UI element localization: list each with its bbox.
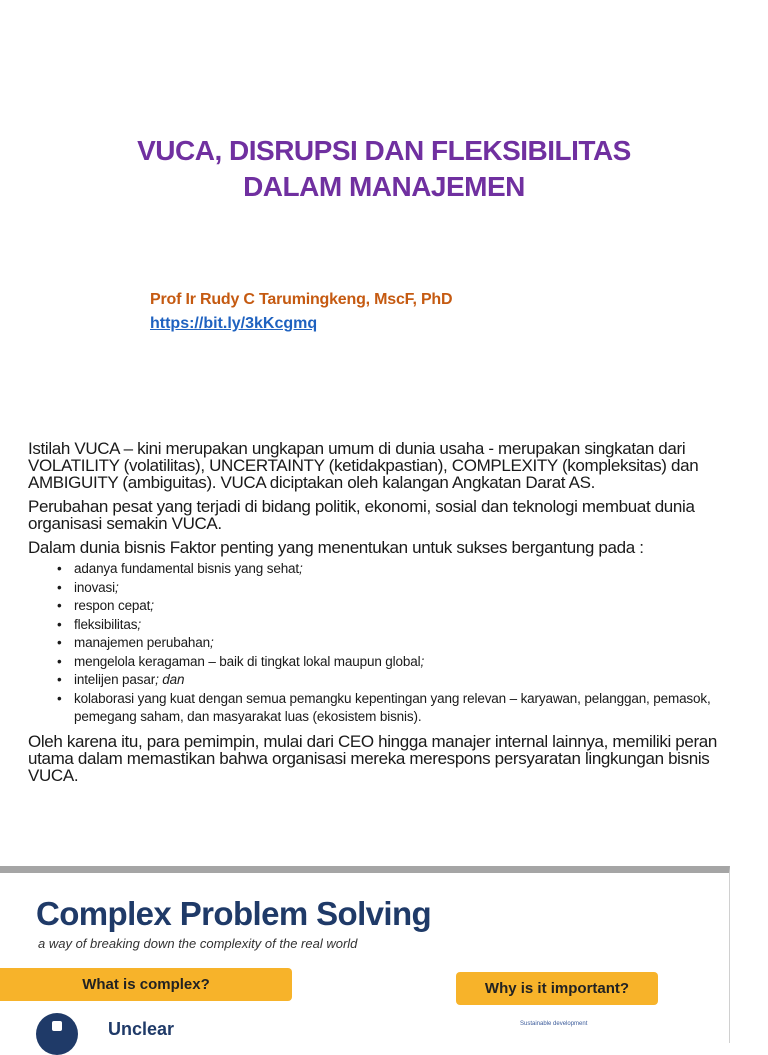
list-item: • intelijen pasar; dan <box>74 671 758 690</box>
article-body <box>28 440 758 791</box>
list-item: • inovasi; <box>74 579 758 598</box>
paragraph-1: Istilah VUCA – kini merupakan ungkapan umum di dunia usaha - merupakan singkatan dari VOLATILITY (volatilitas), UNCERTAINTY (ketidakpastian), COMPLEXITY (kompleksitas) dan AMBIGUITY (ambiguitas). VUCA diciptakan oleh kalangan Angkatan Darat AS. <box>28 439 699 492</box>
list-item: • kolaborasi yang kuat dengan semua pemangku kepentingan yang relevan – karyawan, pelanggan, pemasok, pemegang saham, dan masyarakat luas (ekosistem bisnis). <box>74 690 758 727</box>
author-name: Prof Ir Rudy C Tarumingkeng, MscF, PhD <box>150 291 453 308</box>
list-item: • respon cepat; <box>74 597 758 616</box>
paragraph-3: Dalam dunia bisnis Faktor penting yang menentukan untuk sukses bergantung pada : <box>28 538 644 557</box>
list-item: • adanya fundamental bisnis yang sehat; <box>74 560 758 579</box>
paragraph-2: Perubahan pesat yang terjadi di bidang politik, ekonomi, sosial dan teknologi membuat dunia organisasi semakin VUCA. <box>28 497 695 533</box>
document-icon <box>36 1013 78 1055</box>
list-item: • manajemen perubahan; <box>74 634 758 653</box>
slide-subtitle: a way of breaking down the complexity of the real world <box>38 936 358 951</box>
embedded-slide <box>0 866 730 1043</box>
slide-title: Complex Problem Solving <box>36 895 432 932</box>
title-line-2: DALAM MANAJEMEN <box>243 171 525 202</box>
short-link[interactable]: https://bit.ly/3kKcgmq <box>150 315 318 332</box>
paragraph-4: Oleh karena itu, para pemimpin, mulai dari CEO hingga manajer internal lainnya, memiliki peran utama dalam memastikan bahwa organisasi mereka merespons persyaratan lingkungan bisnis VUCA. <box>28 731 718 785</box>
title-line-1: VUCA, DISRUPSI DAN FLEKSIBILITAS <box>137 135 631 166</box>
page-title <box>0 133 768 205</box>
list-item: • fleksibilitas; <box>74 616 758 635</box>
why-important-banner: Why is it important? <box>456 972 658 1005</box>
what-is-complex-banner: What is complex? <box>0 968 292 1001</box>
unclear-label: Unclear <box>108 1019 175 1039</box>
list-item: • mengelola keragaman – baik di tingkat lokal maupun global; <box>74 653 758 672</box>
success-factors-list <box>28 560 758 727</box>
sdg-caption: Sustainable development <box>520 1021 588 1027</box>
